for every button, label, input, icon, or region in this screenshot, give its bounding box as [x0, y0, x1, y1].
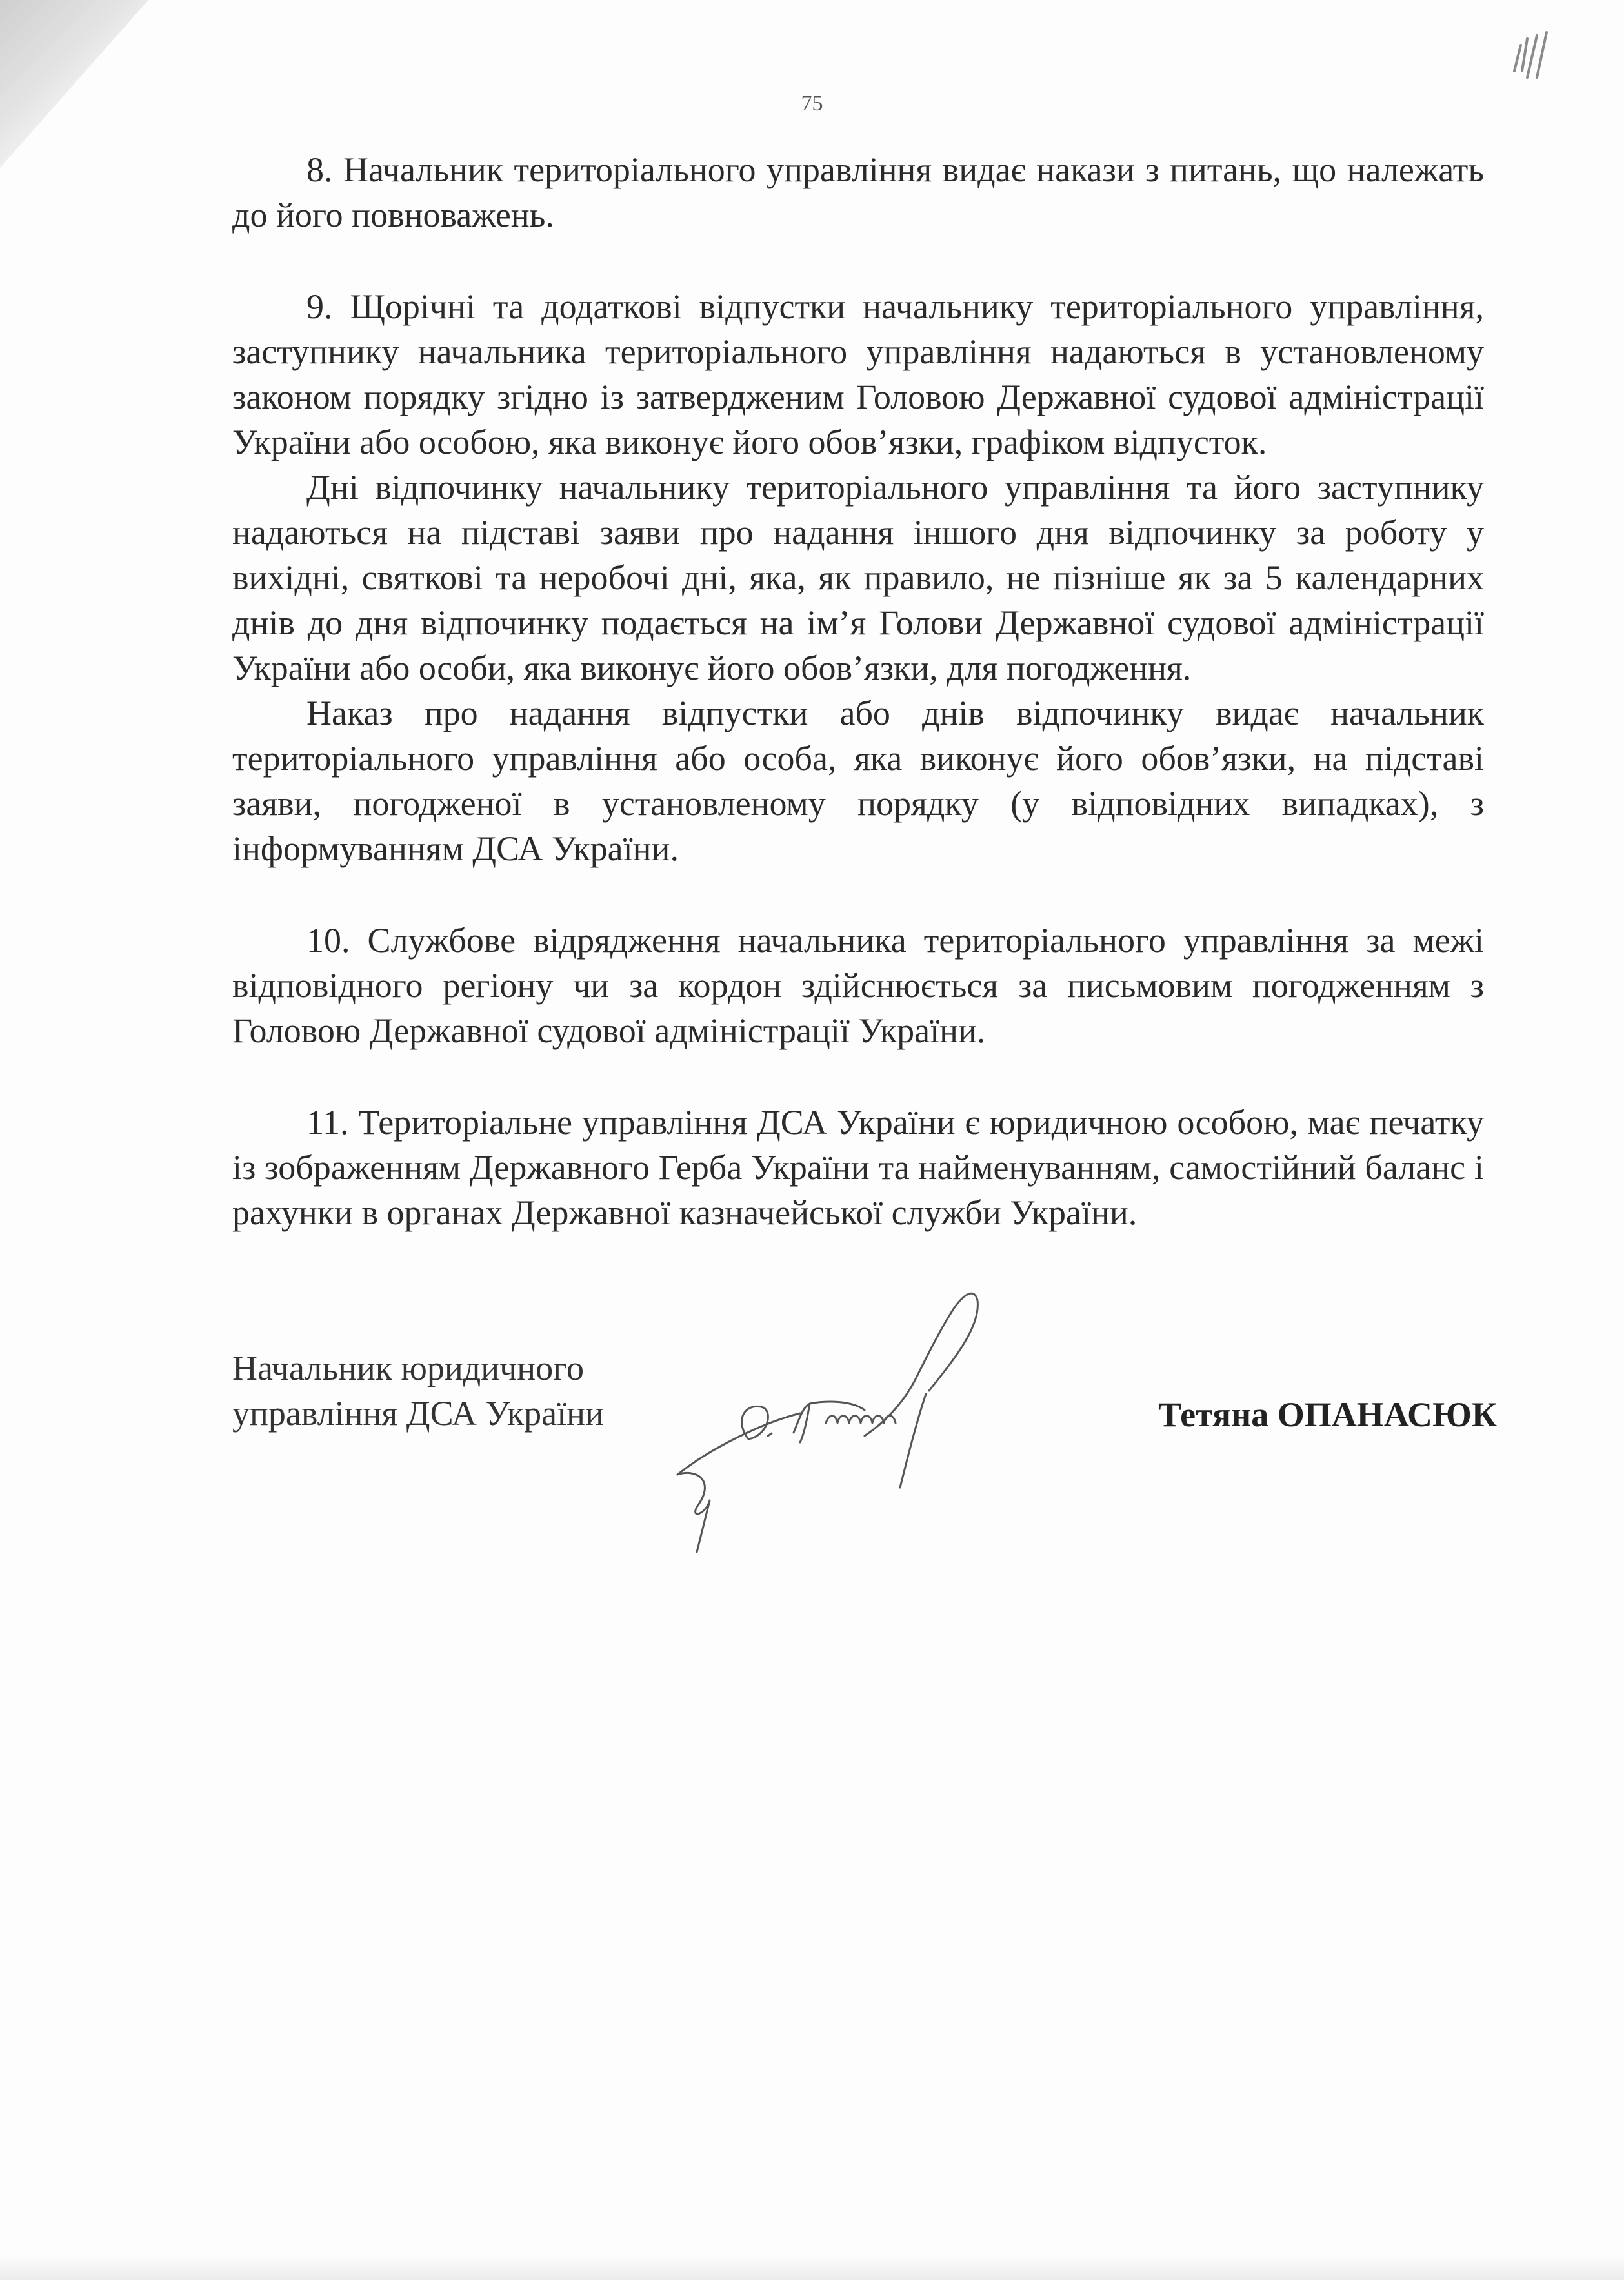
paragraph-8: 8. Начальник територіального управління видає накази з питань, що належать до його повноважень. [232, 150, 1484, 234]
scan-corner-shadow [0, 0, 148, 168]
paragraph-9: 9. Щорічні та додаткові відпустки начальнику територіального управління, заступнику начальника територіального управління надаються в установленому законом порядку згідно із затвердженим Головою Державної судової адміністрації України або особою, яка виконує його обов’язки, графіком відпусток. [232, 287, 1484, 461]
signature-block [232, 1346, 1497, 1539]
scan-bottom-edge [0, 2255, 1624, 2280]
document-body [232, 147, 1484, 1235]
paragraph-10: 10. Службове відрядження начальника територіального управління за межі відповідного регіону чи за кордон здійснюється за письмовим погодженням з Головою Державної судової адміністрації України. [232, 921, 1484, 1050]
signatory-position [232, 1346, 604, 1436]
paragraph-11: 11. Територіальне управління ДСА України є юридичною особою, має печатку із зображенням Державного Герба України та найменуванням, самостійний баланс і рахунки в органах Державної казначейської служби України. [232, 1103, 1484, 1232]
paragraph-9-days-off: Дні відпочинку начальнику територіального управління та його заступнику надаються на підставі заяви про надання іншого дня відпочинку за роботу у вихідні, святкові та неробочі дні, яка, як правило, не пізніше як за 5 календарних днів до дня відпочинку подається на ім’я Голови Державної судової адміністрації України або особи, яка виконує його обов’язки, для погодження. [232, 468, 1484, 687]
paragraph-9-order: Наказ про надання відпустки або днів відпочинку видає начальник територіального управління або особа, яка виконує його обов’язки, на підставі заяви, погодженої в установленому порядку (у відповідних випадках), з інформуванням ДСА України. [232, 694, 1484, 868]
signatory-position-line-1: Начальник юридичного [232, 1349, 584, 1387]
signatory-name: Тетяна ОПАНАСЮК [1158, 1395, 1497, 1434]
signatory-position-line-2: управління ДСА України [232, 1394, 604, 1433]
page-number: 75 [801, 92, 823, 116]
handwritten-page-mark [1508, 26, 1579, 84]
handwritten-signature [671, 1275, 1007, 1571]
